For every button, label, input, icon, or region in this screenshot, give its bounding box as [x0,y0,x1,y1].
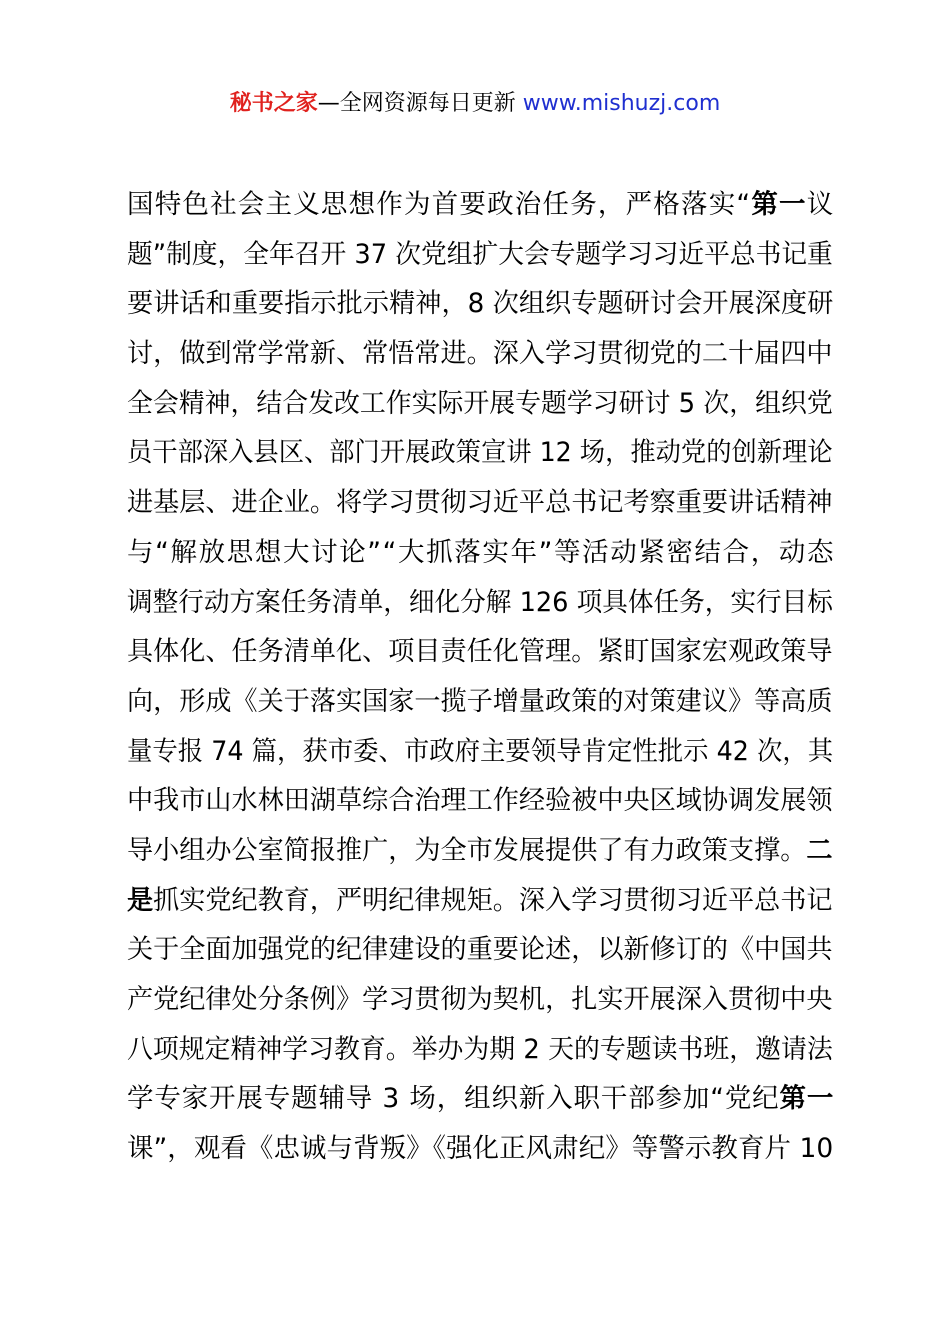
text-line [127,1074,833,1124]
text-line [127,975,833,1025]
brand-name: 秘书之家 [229,91,318,116]
text-run: 调整行动方案任务清单，细化分解 126 项具体任务，实行目标 [127,586,833,618]
text-run: 国特色社会主义思想作为首要政治任务，严格落实“ [127,189,752,220]
text-line [127,528,836,578]
text-run: 量专报 74 篇，获市委、市政府主要领导肯定性批示 42 次，其 [127,735,834,767]
text-run: 学专家开展专题辅导 3 场，组织新入职干部参加“党纪 [127,1083,780,1115]
bold-text-run: 是 [127,884,154,916]
text-run: 课”，观看《忠诚与背叛》《强化正风肃纪》等警示教育片 10 [127,1133,834,1165]
text-line [127,230,833,280]
text-run: 要讲话和重要指示批示精神，8 次组织专题研讨会开展深度研 [127,288,834,320]
text-run: 员干部深入县区、部门开展政策宣讲 12 场，推动党的创新理论 [127,437,833,469]
text-run: 八项规定精神学习教育。举办为期 2 天的专题读书班，邀请法 [127,1033,833,1065]
bold-text-run: 第一 [751,189,807,220]
text-line [127,727,834,777]
document-body [127,180,836,1174]
text-line [127,279,834,329]
text-line [127,876,833,926]
text-line [127,925,833,975]
text-run: 全会精神，结合发改工作实际开展专题学习研讨 5 次，组织党 [127,387,833,419]
text-line [127,578,833,628]
text-line [127,677,833,727]
text-run: 导小组办公室简报推广，为全市发展提供了有力政策支撑。 [127,834,807,866]
text-line [127,627,833,677]
text-run: 具体化、任务清单化、项目责任化管理。紧盯国家宏观政策导 [127,636,833,668]
text-line [127,1025,833,1075]
text-run: 产党纪律处分条例》学习贯彻为契机，扎实开展深入贯彻中央 [127,984,833,1015]
header-tagline: —全网资源每日更新 [317,91,523,116]
text-run: 抓实党纪教育，严明纪律规矩。深入学习贯彻习近平总书记 [153,884,833,916]
text-line [127,776,833,826]
text-line [127,478,833,528]
text-run: 议 [806,189,835,220]
text-line [127,428,833,478]
text-run: 讨，做到常学常新、常悟常进。深入学习贯彻党的二十届四中 [127,338,833,370]
text-run: 关于全面加强党的纪律建设的重要论述，以新修订的《中国共 [127,934,833,966]
site-header [0,86,950,122]
text-run: 与“解放思想大讨论”“大抓落实年”等活动紧密结合，动态 [127,536,836,568]
text-line [127,329,833,379]
text-line [127,379,833,429]
text-line [127,180,833,230]
text-line [127,1124,833,1174]
bold-text-run: 二 [806,834,833,866]
text-run: 进基层、进企业。将学习贯彻习近平总书记考察重要讲话精神 [127,487,833,519]
text-run: 向，形成《关于落实国家一揽子增量政策的对策建议》等高质 [127,685,833,717]
text-run: 题”制度，全年召开 37 次党组扩大会专题学习习近平总书记重 [127,238,833,270]
text-line [127,826,833,876]
text-run: 中我市山水林田湖草综合治理工作经验被中央区域协调发展领 [127,785,833,817]
site-url-link[interactable]: www.mishuzj.com [522,91,721,116]
bold-text-run: 第一 [779,1083,835,1115]
